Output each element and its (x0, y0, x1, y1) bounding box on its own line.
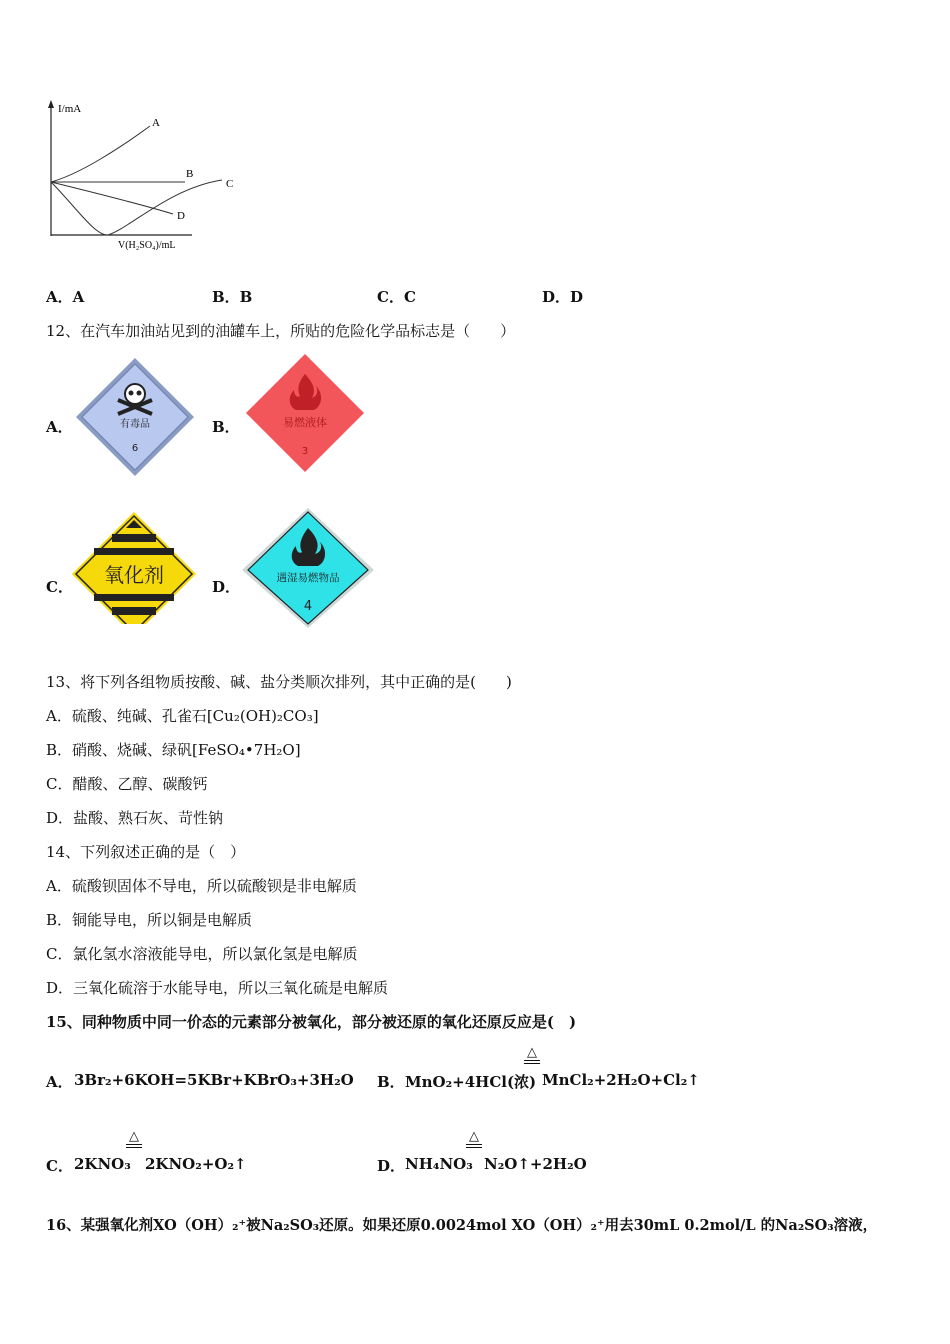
flammable-sign-text: 易燃液体 (283, 416, 327, 429)
curve-d-label: D (177, 210, 185, 222)
q15-option-c-label: C． (46, 1157, 73, 1175)
q12-option-a-label: A． (46, 418, 73, 436)
q14-option-c: C．氯化氢水溶液能导电，所以氯化氢是电解质 (46, 945, 358, 963)
q15-option-c-right: 2KNO₂+O₂↑ (145, 1155, 247, 1173)
q15-option-d-right: N₂O↑+2H₂O (484, 1155, 587, 1173)
q15-stem: 15、同种物质中同一价态的元素部分被氧化，部分被还原的氧化还原反应是( ) (46, 1013, 577, 1031)
curve-d (51, 182, 173, 214)
oxidizer-sign-text: 氧化剂 (104, 563, 164, 587)
flammable-liquid-sign (244, 354, 366, 472)
q12-option-b-label: B． (212, 418, 240, 436)
q11-option-d: D．D (542, 288, 584, 306)
q12-option-d-label: D． (212, 578, 241, 596)
delta-symbol: △ (527, 1045, 537, 1060)
q14-stem: 14、下列叙述正确的是（ ） (46, 843, 246, 861)
oxidizer-sign (72, 512, 196, 624)
q15-option-d-left: NH₄NO₃ (405, 1155, 473, 1173)
toxic-sign-number: 6 (131, 443, 139, 454)
q15-option-b-heat-sign (524, 1046, 540, 1064)
q14-option-a: A．硫酸钡固体不导电，所以硫酸钡是非电解质 (46, 877, 357, 895)
x-axis-label: V(H₂SO₄)/mL (118, 240, 176, 251)
q15-option-a-label: A． (46, 1073, 73, 1091)
q14-option-b: B．铜能导电，所以铜是电解质 (46, 911, 253, 929)
water-reactive-sign-text: 遇湿易燃物品 (276, 572, 340, 584)
water-reactive-sign (240, 506, 376, 630)
q11-option-c: C．C (377, 288, 416, 306)
delta-symbol: △ (469, 1129, 479, 1144)
delta-symbol: △ (129, 1129, 139, 1144)
q13-option-d: D．盐酸、熟石灰、苛性钠 (46, 809, 224, 827)
water-reactive-sign-number: 4 (303, 599, 313, 614)
q11-option-a: A．A (46, 288, 85, 306)
q13-option-a: A．硫酸、纯碱、孔雀石[Cu₂(OH)₂CO₃] (46, 707, 319, 725)
q12-option-c-label: C． (46, 578, 73, 596)
curve-b-label: B (186, 168, 194, 180)
toxic-sign-text: 有毒品 (120, 419, 150, 430)
q15-option-d-heat-sign (466, 1130, 482, 1148)
curve-a-label: A (152, 117, 160, 129)
q14-option-d: D．三氧化硫溶于水能导电，所以三氧化硫是电解质 (46, 979, 389, 997)
q15-option-c-left: 2KNO₃ (74, 1155, 131, 1173)
toxic-sign (74, 356, 196, 478)
q15-option-b-label: B． (377, 1073, 405, 1091)
q15-option-d-label: D． (377, 1157, 406, 1175)
y-axis-arrow (48, 100, 54, 108)
q12-stem: 12、在汽车加油站见到的油罐车上，所贴的危险化学品标志是（ ） (46, 322, 516, 340)
q13-option-b: B．硝酸、烧碱、绿矾[FeSO₄•7H₂O] (46, 741, 301, 759)
curve-a (51, 126, 150, 182)
q13-stem: 13、将下列各组物质按酸、碱、盐分类顺次排列，其中正确的是( ) (46, 673, 512, 691)
q16-stem: 16、某强氧化剂XO（OH）₂⁺被Na₂SO₃还原。如果还原0.0024mol XO（OH）₂⁺用去30mL 0.2mol/L 的Na₂SO₃溶液， (46, 1217, 878, 1234)
q15-option-a-equation: 3Br₂+6KOH=5KBr+KBrO₃+3H₂O (74, 1071, 354, 1089)
current-volume-graph (40, 96, 250, 256)
q15-option-c-heat-sign (126, 1130, 142, 1148)
q15-option-b-right: MnCl₂+2H₂O+Cl₂↑ (542, 1071, 700, 1089)
q15-option-b-left: MnO₂+4HCl(浓) (405, 1073, 537, 1091)
curve-c-label: C (226, 178, 234, 190)
flammable-sign-number: 3 (301, 446, 309, 457)
q13-option-c: C．醋酸、乙醇、碳酸钙 (46, 775, 208, 793)
q11-option-b: B．B (212, 288, 253, 306)
y-axis-label: I/mA (58, 103, 82, 115)
